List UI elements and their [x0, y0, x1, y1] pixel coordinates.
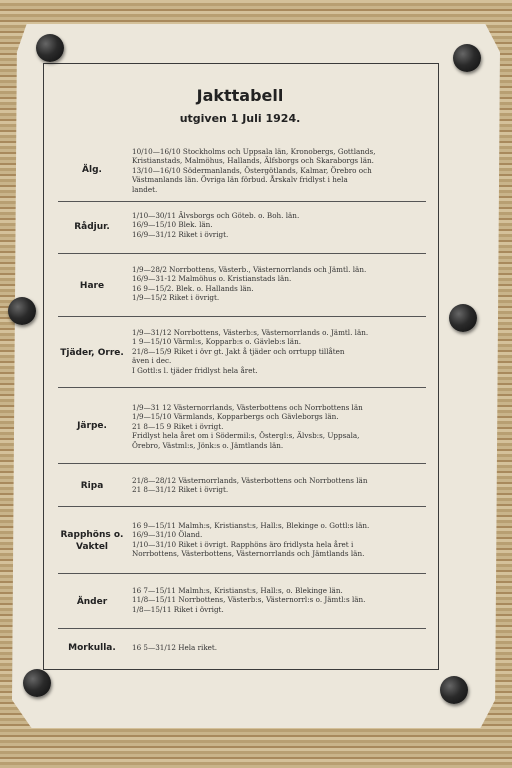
season-line: 1/9—31/12 Norrbottens, Västerb:s, Västernorrlands o. Jämtl. län.: [132, 328, 369, 337]
season-line: 16/9—31/12 Riket i övrigt.: [132, 229, 229, 239]
section-divider: [58, 253, 426, 254]
season-line: landet.: [132, 184, 158, 194]
season-line: Kristianstads, Malmöhus, Hallands, Älfsborgs och Skaraborgs län.: [132, 156, 374, 166]
season-line: 16/9—31-12 Malmöhus o. Kristianstads län.: [132, 274, 292, 284]
species-label: Ripa: [80, 481, 104, 491]
season-line: 21/8—28/12 Västernorrlands, Västerbottens och Norrbottens län: [132, 476, 368, 485]
season-line: 21 8—15 9 Riket i övrigt.: [132, 421, 224, 431]
species-label: Änder: [76, 597, 108, 607]
season-line: även i dec.: [132, 356, 172, 366]
season-line: 1/10—31/10 Riket i övrigt. Rapphöns äro fridlysta hela året i: [132, 539, 354, 549]
section-rapphons-vaktel: [58, 521, 428, 565]
section-divider: [58, 387, 426, 388]
season-line: I Gottl:s l. tjäder fridlyst hela året.: [132, 365, 258, 375]
section-hare: [58, 264, 428, 308]
species-label: Morkulla.: [68, 643, 116, 653]
season-line: Västmanlands län. Övriga län förbud. Årskalv fridlyst i hela: [132, 175, 348, 185]
season-text: [132, 211, 428, 239]
section-jarpe: [58, 402, 428, 454]
season-line: Fridlyst hela året om i Södermil:s, Östergl:s, Älvsb:s, Uppsala,: [132, 431, 360, 441]
season-line: 16 9—15/2. Blek. o. Hallands län.: [132, 283, 254, 293]
species-label: Hare: [79, 281, 105, 291]
section-ripa: [58, 476, 428, 500]
season-text: [132, 403, 428, 450]
section-alg: [58, 146, 428, 196]
season-text: [132, 586, 428, 614]
species-label: Rådjur.: [74, 222, 110, 232]
section-divider: [58, 573, 426, 574]
season-line: 16/9—15/10 Blek. län.: [132, 220, 213, 230]
document-subtitle: utgiven 1 Juli 1924.: [179, 112, 301, 125]
thumbtack-top-right: [453, 44, 481, 72]
species-label: Älg.: [82, 165, 102, 175]
section-divider: [58, 628, 426, 629]
season-line: Örebro, Västml:s, Jönk:s o. Jämtlands län.: [132, 440, 284, 450]
thumbtack-middle-left: [8, 297, 36, 325]
season-line: 16 5—31/12 Hela riket.: [132, 643, 218, 652]
section-divider: [58, 316, 426, 317]
species-label: Järpe.: [77, 421, 107, 431]
season-text: [132, 147, 428, 194]
season-line: 16/9—31/10 Öland.: [132, 530, 203, 540]
thumbtack-top-left: [36, 34, 64, 62]
season-text: [132, 265, 428, 303]
species-label: Tjäder, Orre.: [60, 348, 124, 358]
season-text: [132, 643, 428, 652]
season-line: 16 7—15/11 Malmh:s, Kristianst:s, Hall:s, o. Blekinge län.: [132, 586, 343, 595]
thumbtack-middle-right: [449, 304, 477, 332]
season-line: 13/10—16/10 Södermanlands, Östergötlands, Kalmar, Örebro och: [132, 165, 372, 175]
section-morkulla: [58, 642, 428, 656]
season-line: 1/9—28/2 Norrbottens, Västerb., Västernorrlands och Jämtl. län.: [132, 265, 367, 274]
season-line: 16 9—15/11 Malmh:s, Kristianst:s, Hall:s, Blekinge o. Gottl:s län.: [132, 521, 370, 530]
section-tjader-orre: [58, 327, 428, 379]
season-line: 1/9—15/2 Riket i övrigt.: [132, 293, 220, 303]
season-text: [132, 521, 428, 559]
season-line: 1/8—15/11 Riket i övrigt.: [132, 604, 224, 614]
document-title: Jakttabell: [196, 86, 284, 105]
section-radjur: [58, 210, 428, 246]
season-text: [132, 328, 428, 375]
thumbtack-bottom-left: [23, 669, 51, 697]
season-text: [132, 476, 428, 495]
species-label: Rapphöns o. Vaktel: [60, 530, 124, 552]
season-line: 11/8—15/11 Norrbottens, Västerb:s, Västernorrl:s o. Jämtl:s län.: [132, 595, 366, 605]
season-line: 21 8—31/12 Riket i övrigt.: [132, 485, 229, 495]
season-line: 21/8—15/9 Riket i övr gt. Jakt å tjäder och orrtupp tillåten: [132, 346, 345, 356]
season-line: Norrbottens, Västerbottens, Västernorrlands och Jämtlands län.: [132, 549, 365, 559]
season-line: 1/10—30/11 Älvsborgs och Göteb. o. Boh. län.: [132, 211, 300, 220]
season-line: 10/10—16/10 Stockholms och Uppsala län, Kronobergs, Gottlands,: [132, 147, 376, 156]
section-divider: [58, 506, 426, 507]
season-line: 1 9—15/10 Värml:s, Kopparb:s o. Gävleb:s län.: [132, 337, 301, 347]
section-divider: [58, 463, 426, 464]
section-divider: [58, 201, 426, 202]
section-ander: [58, 586, 428, 620]
season-line: 1/9—15/10 Värmlands, Kopparbergs och Gävleborgs län.: [132, 412, 339, 422]
thumbtack-bottom-right: [440, 676, 468, 704]
season-line: 1/9—31 12 Västernorrlands, Västerbottens och Norrbottens län: [132, 403, 363, 412]
